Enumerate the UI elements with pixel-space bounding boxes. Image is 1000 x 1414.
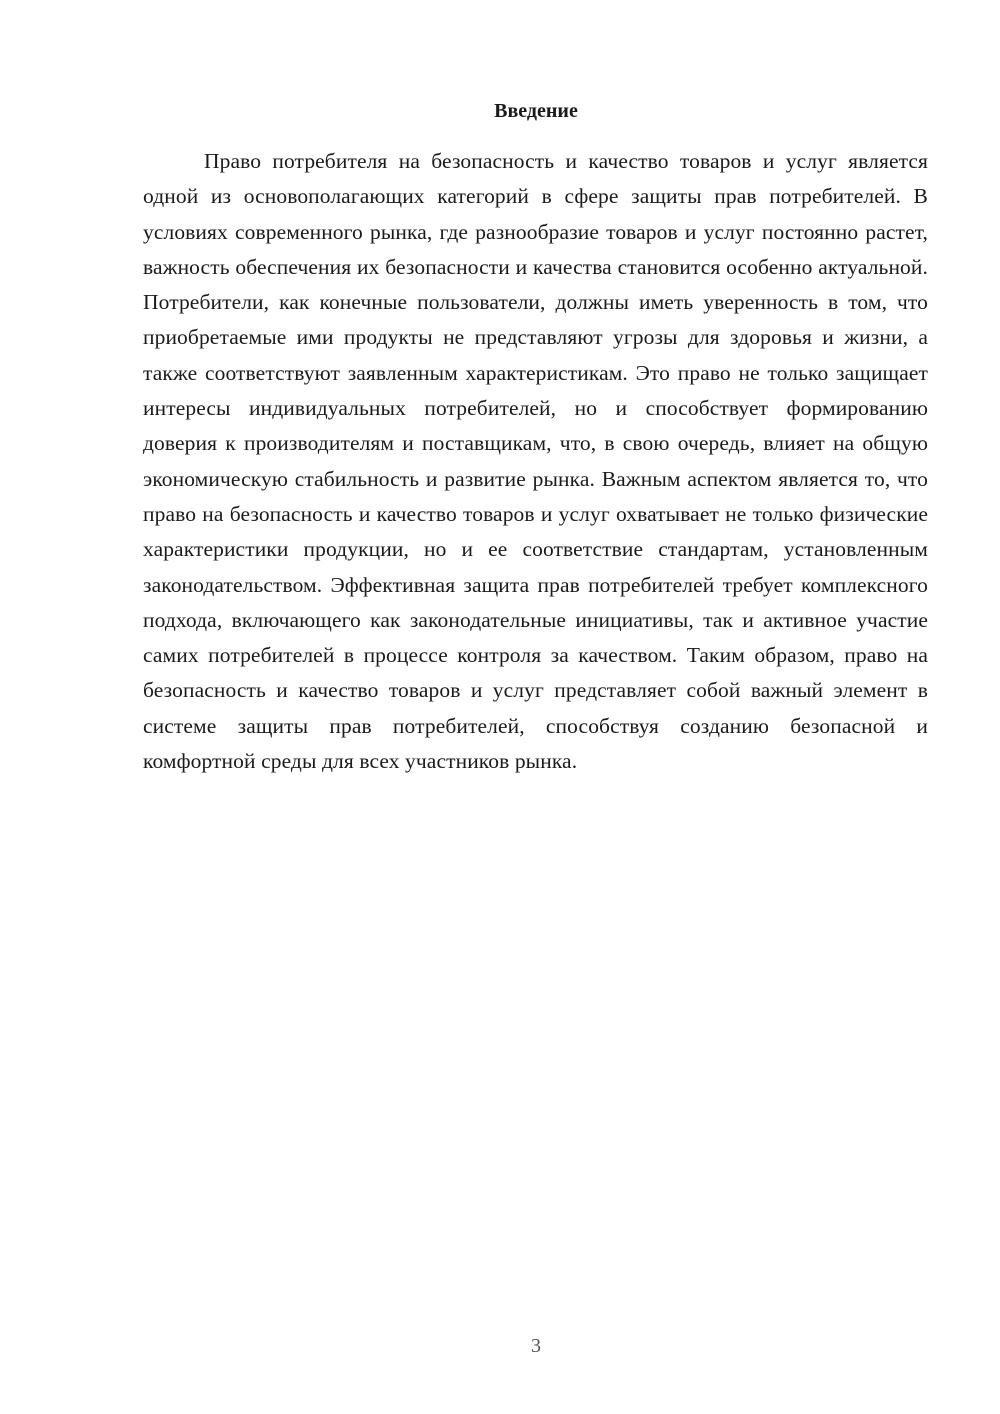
page-number: 3 — [531, 1335, 541, 1357]
section-heading: Введение — [494, 100, 578, 122]
intro-paragraph: Право потребителя на безопасность и качество товаров и услуг является одной из основополагающих категорий в сфере защиты прав потребителей. В условиях современного рынка, где разнообразие товаров и услуг постоянно растет, важность обеспечения их безопасности и качества становится особенно актуальной. Потребители, как конечные пользователи, должны иметь уверенность в том, что приобретаемые ими продукты не представляют угрозы для здоровья и жизни, а также соответствуют заявленным характеристикам. Это право не только защищает интересы индивидуальных потребителей, но и способствует формированию доверия к производителям и поставщикам, что, в свою очередь, влияет на общую экономическую стабильность и развитие рынка. Важным аспектом является то, что право на безопасность и качество товаров и услуг охватывает не только физические характеристики продукции, но и ее соответствие стандартам, установленным законодательством. Эффективная защита прав потребителей требует комплексного подхода, включающего как законодательные инициативы, так и активное участие самих потребителей в процессе контроля за качеством. Таким образом, право на безопасность и качество товаров и услуг представляет собой важный элемент в системе защиты прав потребителей, способствуя созданию безопасной и комфортной среды для всех участников рынка. — [143, 149, 928, 774]
